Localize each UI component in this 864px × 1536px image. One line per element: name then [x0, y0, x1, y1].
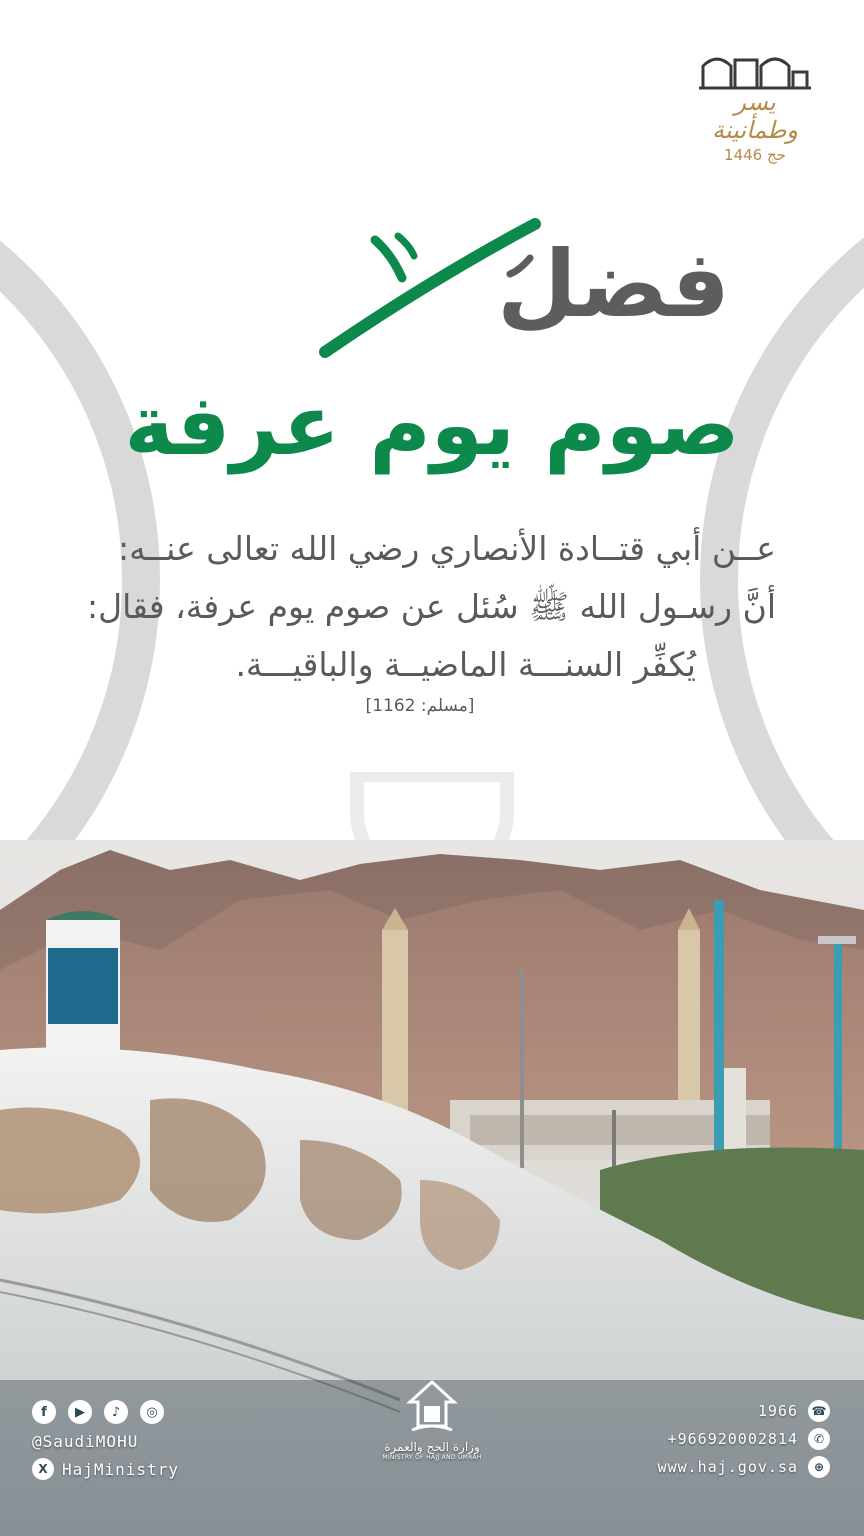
instagram-icon[interactable]: ◎: [140, 1400, 164, 1424]
headline-word: [130, 210, 730, 360]
page-title: صوم يوم عرفة: [124, 376, 740, 474]
contact-phone-long[interactable]: [668, 1428, 830, 1450]
hadith-line-1: عــن أبي قتــادة الأنصاري رضي الله تعالى عنــه:: [118, 529, 776, 568]
facebook-icon[interactable]: f: [32, 1400, 56, 1424]
headline-title: فضل: [496, 231, 730, 338]
social-icons: [32, 1400, 164, 1426]
hadith-text: [70, 520, 776, 694]
phone-long-text[interactable]: +966920002814: [667, 1430, 798, 1448]
hadith-line-3: يُكفِّر السنـــة الماضيــة والباقيـــة.: [235, 645, 696, 684]
ministry-logo: [372, 1378, 492, 1461]
x-handle[interactable]: HajMinistry: [62, 1459, 179, 1479]
contact-phone-short[interactable]: [758, 1400, 830, 1422]
kaaba-arch-icon: [695, 50, 815, 90]
x-handle-row[interactable]: [32, 1458, 179, 1480]
logo-year: حج 1446: [724, 146, 786, 164]
call-icon: ✆: [808, 1428, 830, 1450]
website-text[interactable]: www.haj.gov.sa: [657, 1458, 798, 1476]
ministry-name-ar: وزارة الحج والعمرة: [384, 1440, 480, 1454]
ministry-name-en: MINISTRY OF HAJJ AND UMRAH: [382, 1454, 482, 1461]
contact-website[interactable]: [658, 1456, 830, 1478]
youtube-icon[interactable]: ▶: [68, 1400, 92, 1424]
hajj-logo: [690, 50, 820, 164]
phone-short-text[interactable]: 1966: [757, 1402, 798, 1420]
logo-slogan: يسر وطمأنينة: [712, 88, 798, 144]
x-icon[interactable]: X: [32, 1458, 54, 1480]
hadith-line-2: أنَّ رسـول الله ﷺ سُئل عن صوم يوم عرفة، فقال:: [86, 587, 776, 626]
ministry-emblem-icon: [402, 1378, 462, 1438]
hadith-source: [مسلم: 1162]: [365, 696, 475, 716]
globe-icon: ⊕: [808, 1456, 830, 1478]
social-handle[interactable]: @SaudiMOHU: [32, 1432, 139, 1451]
phone-icon: ☎: [808, 1400, 830, 1422]
tiktok-icon[interactable]: ♪: [104, 1400, 128, 1424]
